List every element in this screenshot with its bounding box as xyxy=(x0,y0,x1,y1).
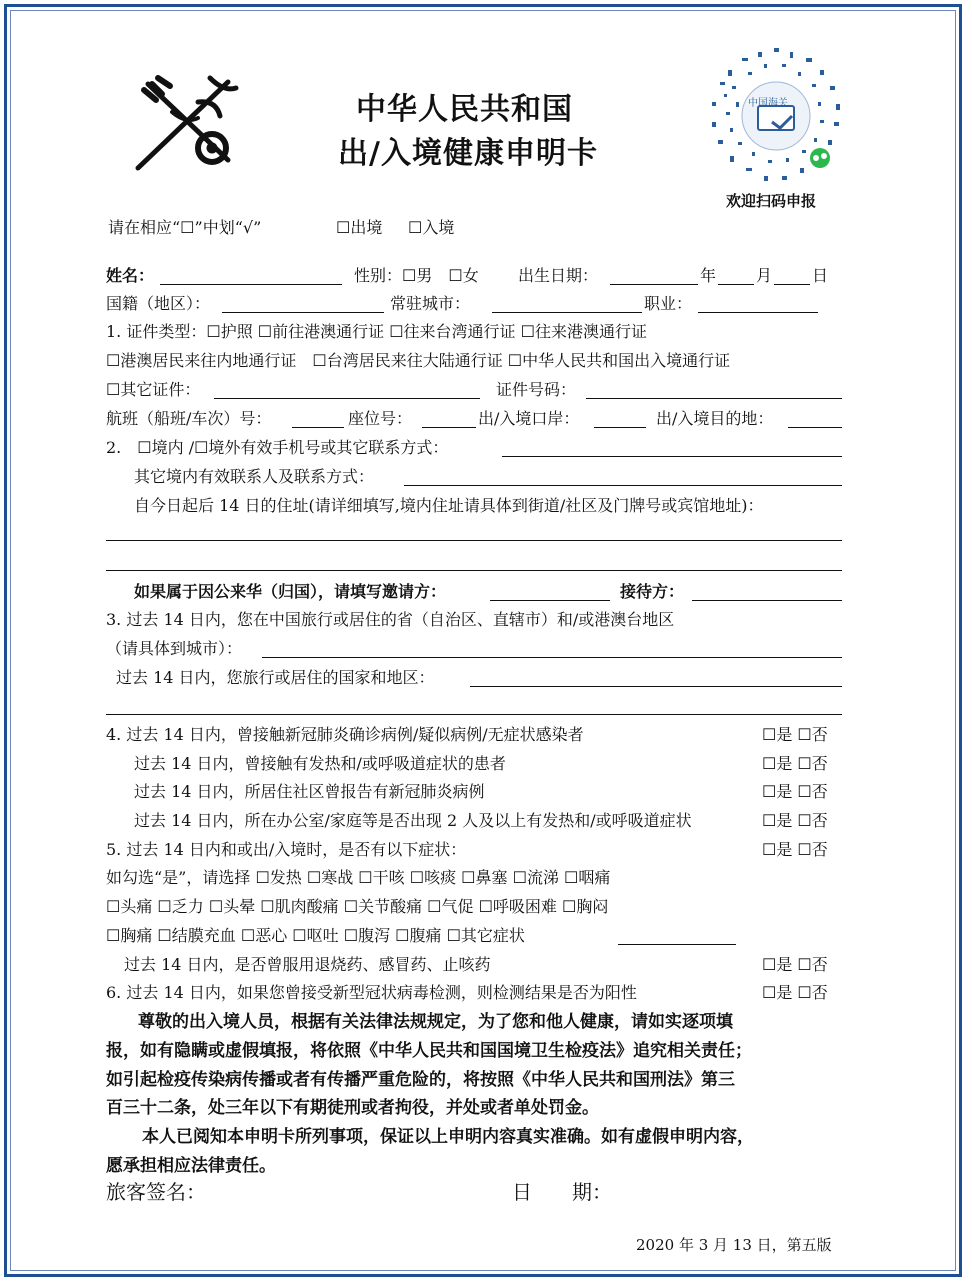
phone-label[interactable]: 2. ☐境内 /☐境外有效手机号或其它联系方式： xyxy=(106,438,449,457)
destination-field[interactable] xyxy=(788,427,842,428)
residence-field[interactable] xyxy=(492,312,642,313)
q3-province-field[interactable] xyxy=(262,657,842,658)
declaration-line1: 本人已阅知本申明卡所列事项，保证以上申明内容真实准确。如有虚假申明内容， xyxy=(142,1127,754,1147)
q4-line1: 4. 过去 14 日内，曾接触新冠肺炎确诊病例/疑似病例/无症状感染者 xyxy=(106,725,584,744)
phone-field[interactable] xyxy=(502,456,842,457)
doc-type-row1[interactable]: 1. 证件类型：☐护照 ☐前往港澳通行证 ☐往来台湾通行证 ☐往来港澳通行证 xyxy=(106,322,647,341)
nationality-field[interactable] xyxy=(222,312,384,313)
qr-label: 中国海关 xyxy=(748,98,788,109)
doc-number-label: 证件号码： xyxy=(496,380,577,399)
inviter-field[interactable] xyxy=(490,600,610,601)
port-label: 出/入境口岸： xyxy=(478,409,580,428)
q4-3-yes-no[interactable]: ☐是 ☐否 xyxy=(762,782,828,801)
birth-month-field[interactable] xyxy=(718,284,754,285)
check-instruction: 请在相应“☐”中划“√” xyxy=(108,218,262,237)
contact-label: 其它境内有效联系人及联系方式： xyxy=(134,467,375,486)
notice-line4: 百三十二条，处三年以下有期徒刑或者拘役，并处或者单处罚金。 xyxy=(106,1098,599,1118)
other-doc-label[interactable]: ☐其它证件： xyxy=(106,380,201,399)
name-field[interactable] xyxy=(160,284,342,285)
q3-country-field-line2[interactable] xyxy=(106,714,842,715)
name-label: 姓名： xyxy=(106,266,155,285)
notice-line1: 尊敬的出入境人员，根据有关法律法规规定，为了您和他人健康，请如实逐项填 xyxy=(138,1012,733,1032)
host-label: 接待方： xyxy=(620,582,685,601)
address-field-line1[interactable] xyxy=(106,540,842,541)
signature-label: 旅客签名： xyxy=(106,1180,206,1204)
flight-field[interactable] xyxy=(292,427,344,428)
host-field[interactable] xyxy=(692,600,842,601)
residence-label: 常驻城市： xyxy=(390,294,471,313)
day-label: 日 xyxy=(812,266,829,285)
q6-yes-no[interactable]: ☐是 ☐否 xyxy=(762,983,828,1002)
q5-medicine-yes-no[interactable]: ☐是 ☐否 xyxy=(762,955,828,974)
official-label: 如果属于因公来华（归国），请填写邀请方： xyxy=(134,582,447,601)
date-label: 日 期： xyxy=(512,1180,612,1204)
symptoms-row2[interactable]: ☐头痛 ☐乏力 ☐头晕 ☐肌肉酸痛 ☐关节酸痛 ☐气促 ☐呼吸困难 ☐胸闷 xyxy=(106,897,609,916)
notice-line3: 如引起检疫传染病传播或者有传播严重危险的，将按照《中华人民共和国刑法》第三 xyxy=(106,1070,735,1090)
q3-line1: 3. 过去 14 日内，您在中国旅行或居住的省（自治区、直辖市）和/或港澳台地区 xyxy=(106,610,675,629)
address-label: 自今日起后 14 日的住址(请详细填写,境内住址请具体到街道/社区及门牌号或宾馆地址)： xyxy=(134,496,764,515)
entry-checkbox[interactable]: ☐入境 xyxy=(408,218,455,237)
birth-label: 出生日期： xyxy=(518,266,599,285)
birth-day-field[interactable] xyxy=(774,284,810,285)
nationality-label: 国籍（地区）： xyxy=(106,294,211,313)
year-label: 年 xyxy=(700,266,717,285)
other-doc-field[interactable] xyxy=(214,398,480,399)
qr-caption: 欢迎扫码申报 xyxy=(726,192,817,210)
address-field-line2[interactable] xyxy=(106,570,842,571)
q3-line2: （请具体到城市）： xyxy=(106,639,243,658)
q4-line4: 过去 14 日内，所在办公室/家庭等是否出现 2 人及以上有发热和/或呼吸道症状 xyxy=(134,811,692,830)
qr-code-icon[interactable] xyxy=(702,42,850,190)
symptoms-row1[interactable]: 如勾选“是”，请选择 ☐发热 ☐寒战 ☐干咳 ☐咳痰 ☐鼻塞 ☐流涕 ☐咽痛 xyxy=(106,868,611,887)
q3-line3: 过去 14 日内，您旅行或居住的国家和地区： xyxy=(116,668,435,687)
q4-1-yes-no[interactable]: ☐是 ☐否 xyxy=(762,725,828,744)
exit-checkbox[interactable]: ☐出境 xyxy=(336,218,383,237)
version-text: 2020 年 3 月 13 日，第五版 xyxy=(636,1236,832,1254)
doc-number-field[interactable] xyxy=(586,398,842,399)
port-field[interactable] xyxy=(594,427,646,428)
q4-4-yes-no[interactable]: ☐是 ☐否 xyxy=(762,811,828,830)
title-line-1: 中华人民共和国 xyxy=(356,92,573,127)
doc-type-row2[interactable]: ☐港澳居民来往内地通行证 ☐台湾居民来往大陆通行证 ☐中华人民共和国出入境通行证 xyxy=(106,351,731,370)
gender-options[interactable]: 性别：☐男 ☐女 xyxy=(354,266,479,285)
q6-line1: 6. 过去 14 日内，如果您曾接受新型冠状病毒检测，则检测结果是否为阳性 xyxy=(106,983,637,1002)
flight-label: 航班（船班/车次）号： xyxy=(106,409,272,428)
title-line-2: 出/入境健康申明卡 xyxy=(338,136,598,171)
q5-line1: 5. 过去 14 日内和或出/入境时，是否有以下症状： xyxy=(106,840,467,859)
q3-country-field[interactable] xyxy=(470,686,842,687)
seat-label: 座位号： xyxy=(348,409,413,428)
q4-line2: 过去 14 日内，曾接触有发热和/或呼吸道症状的患者 xyxy=(134,754,506,773)
month-label: 月 xyxy=(756,266,773,285)
occupation-label: 职业： xyxy=(644,294,693,313)
symptoms-row3[interactable]: ☐胸痛 ☐结膜充血 ☐恶心 ☐呕吐 ☐腹泻 ☐腹痛 ☐其它症状 xyxy=(106,926,525,945)
q4-2-yes-no[interactable]: ☐是 ☐否 xyxy=(762,754,828,773)
q5-medicine-line: 过去 14 日内，是否曾服用退烧药、感冒药、止咳药 xyxy=(124,955,491,974)
customs-emblem-icon xyxy=(128,72,244,176)
q4-line3: 过去 14 日内，所居住社区曾报告有新冠肺炎病例 xyxy=(134,782,485,801)
declaration-line2: 愿承担相应法律责任。 xyxy=(106,1156,276,1176)
contact-field[interactable] xyxy=(404,485,842,486)
notice-line2: 报，如有隐瞒或虚假填报，将依照《中华人民共和国国境卫生检疫法》追究相关责任； xyxy=(106,1041,752,1061)
other-symptoms-field[interactable] xyxy=(618,944,736,945)
seat-field[interactable] xyxy=(422,427,476,428)
birth-year-field[interactable] xyxy=(610,284,698,285)
q5-yes-no[interactable]: ☐是 ☐否 xyxy=(762,840,828,859)
occupation-field[interactable] xyxy=(698,312,818,313)
destination-label: 出/入境目的地： xyxy=(656,409,774,428)
